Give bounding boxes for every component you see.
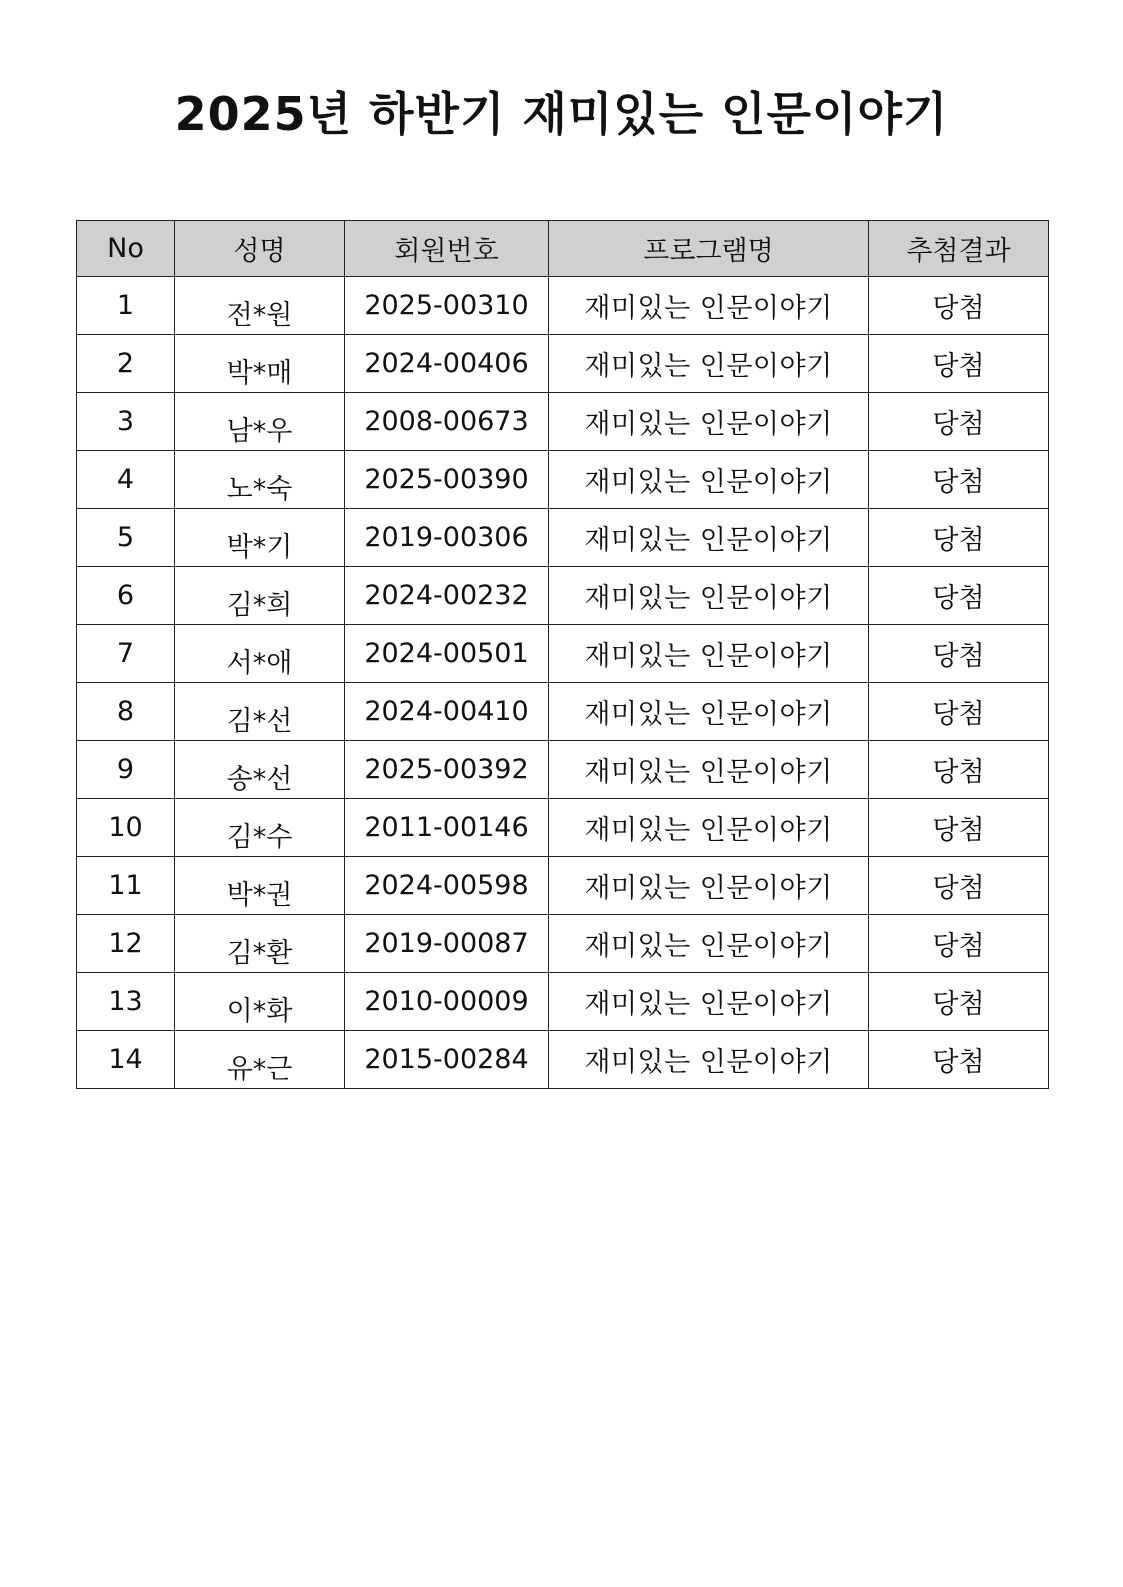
- cell-name: 송*선: [175, 741, 345, 799]
- cell-result: 당첨: [869, 451, 1049, 509]
- cell-no: 10: [77, 799, 175, 857]
- cell-result: 당첨: [869, 625, 1049, 683]
- cell-name: 박*기: [175, 509, 345, 567]
- cell-no: 2: [77, 335, 175, 393]
- table-row: [77, 799, 1049, 857]
- cell-name: 김*선: [175, 683, 345, 741]
- table-row: [77, 857, 1049, 915]
- cell-name: 남*우: [175, 393, 345, 451]
- cell-program: 재미있는 인문이야기: [549, 915, 869, 973]
- cell-program: 재미있는 인문이야기: [549, 683, 869, 741]
- cell-program: 재미있는 인문이야기: [549, 335, 869, 393]
- header-no: No: [77, 221, 175, 277]
- cell-name: 박*권: [175, 857, 345, 915]
- cell-member-no: 2008-00673: [345, 393, 549, 451]
- cell-member-no: 2024-00598: [345, 857, 549, 915]
- cell-result: 당첨: [869, 799, 1049, 857]
- table-row: [77, 741, 1049, 799]
- table-row: [77, 683, 1049, 741]
- cell-name: 김*수: [175, 799, 345, 857]
- cell-member-no: 2025-00310: [345, 277, 549, 335]
- cell-no: 1: [77, 277, 175, 335]
- cell-no: 13: [77, 973, 175, 1031]
- table-row: [77, 973, 1049, 1031]
- table-row: [77, 1031, 1049, 1089]
- cell-result: 당첨: [869, 683, 1049, 741]
- cell-no: 14: [77, 1031, 175, 1089]
- cell-member-no: 2024-00501: [345, 625, 549, 683]
- header-member-no: 회원번호: [345, 221, 549, 277]
- table-row: [77, 625, 1049, 683]
- header-result: 추첨결과: [869, 221, 1049, 277]
- cell-no: 5: [77, 509, 175, 567]
- table-row: [77, 393, 1049, 451]
- page-title: 2025년 하반기 재미있는 인문이야기: [174, 87, 949, 141]
- cell-result: 당첨: [869, 509, 1049, 567]
- header-program: 프로그램명: [549, 221, 869, 277]
- cell-no: 7: [77, 625, 175, 683]
- cell-member-no: 2019-00306: [345, 509, 549, 567]
- cell-program: 재미있는 인문이야기: [549, 277, 869, 335]
- table-row: [77, 567, 1049, 625]
- cell-result: 당첨: [869, 567, 1049, 625]
- cell-name: 전*원: [175, 277, 345, 335]
- cell-member-no: 2015-00284: [345, 1031, 549, 1089]
- cell-result: 당첨: [869, 277, 1049, 335]
- cell-name: 이*화: [175, 973, 345, 1031]
- cell-name: 김*환: [175, 915, 345, 973]
- cell-program: 재미있는 인문이야기: [549, 741, 869, 799]
- cell-program: 재미있는 인문이야기: [549, 625, 869, 683]
- cell-program: 재미있는 인문이야기: [549, 857, 869, 915]
- cell-name: 박*매: [175, 335, 345, 393]
- cell-program: 재미있는 인문이야기: [549, 567, 869, 625]
- cell-member-no: 2019-00087: [345, 915, 549, 973]
- cell-name: 김*희: [175, 567, 345, 625]
- cell-program: 재미있는 인문이야기: [549, 393, 869, 451]
- header-name: 성명: [175, 221, 345, 277]
- cell-no: 9: [77, 741, 175, 799]
- table-row: [77, 915, 1049, 973]
- cell-program: 재미있는 인문이야기: [549, 509, 869, 567]
- cell-member-no: 2024-00406: [345, 335, 549, 393]
- table-row: [77, 509, 1049, 567]
- cell-result: 당첨: [869, 915, 1049, 973]
- cell-result: 당첨: [869, 857, 1049, 915]
- cell-member-no: 2011-00146: [345, 799, 549, 857]
- cell-member-no: 2024-00232: [345, 567, 549, 625]
- table-row: [77, 335, 1049, 393]
- cell-no: 8: [77, 683, 175, 741]
- table-header-row: [77, 221, 1049, 277]
- cell-program: 재미있는 인문이야기: [549, 973, 869, 1031]
- cell-member-no: 2010-00009: [345, 973, 549, 1031]
- cell-name: 유*근: [175, 1031, 345, 1089]
- cell-member-no: 2025-00390: [345, 451, 549, 509]
- cell-no: 12: [77, 915, 175, 973]
- lottery-result-table: [76, 220, 1049, 1089]
- cell-name: 서*애: [175, 625, 345, 683]
- cell-result: 당첨: [869, 741, 1049, 799]
- table-body: [77, 277, 1049, 1089]
- cell-no: 3: [77, 393, 175, 451]
- cell-program: 재미있는 인문이야기: [549, 451, 869, 509]
- cell-name: 노*숙: [175, 451, 345, 509]
- cell-result: 당첨: [869, 393, 1049, 451]
- cell-member-no: 2024-00410: [345, 683, 549, 741]
- cell-no: 6: [77, 567, 175, 625]
- cell-no: 11: [77, 857, 175, 915]
- cell-result: 당첨: [869, 1031, 1049, 1089]
- table-row: [77, 451, 1049, 509]
- table-row: [77, 277, 1049, 335]
- cell-result: 당첨: [869, 335, 1049, 393]
- cell-program: 재미있는 인문이야기: [549, 799, 869, 857]
- cell-program: 재미있는 인문이야기: [549, 1031, 869, 1089]
- cell-no: 4: [77, 451, 175, 509]
- cell-result: 당첨: [869, 973, 1049, 1031]
- cell-member-no: 2025-00392: [345, 741, 549, 799]
